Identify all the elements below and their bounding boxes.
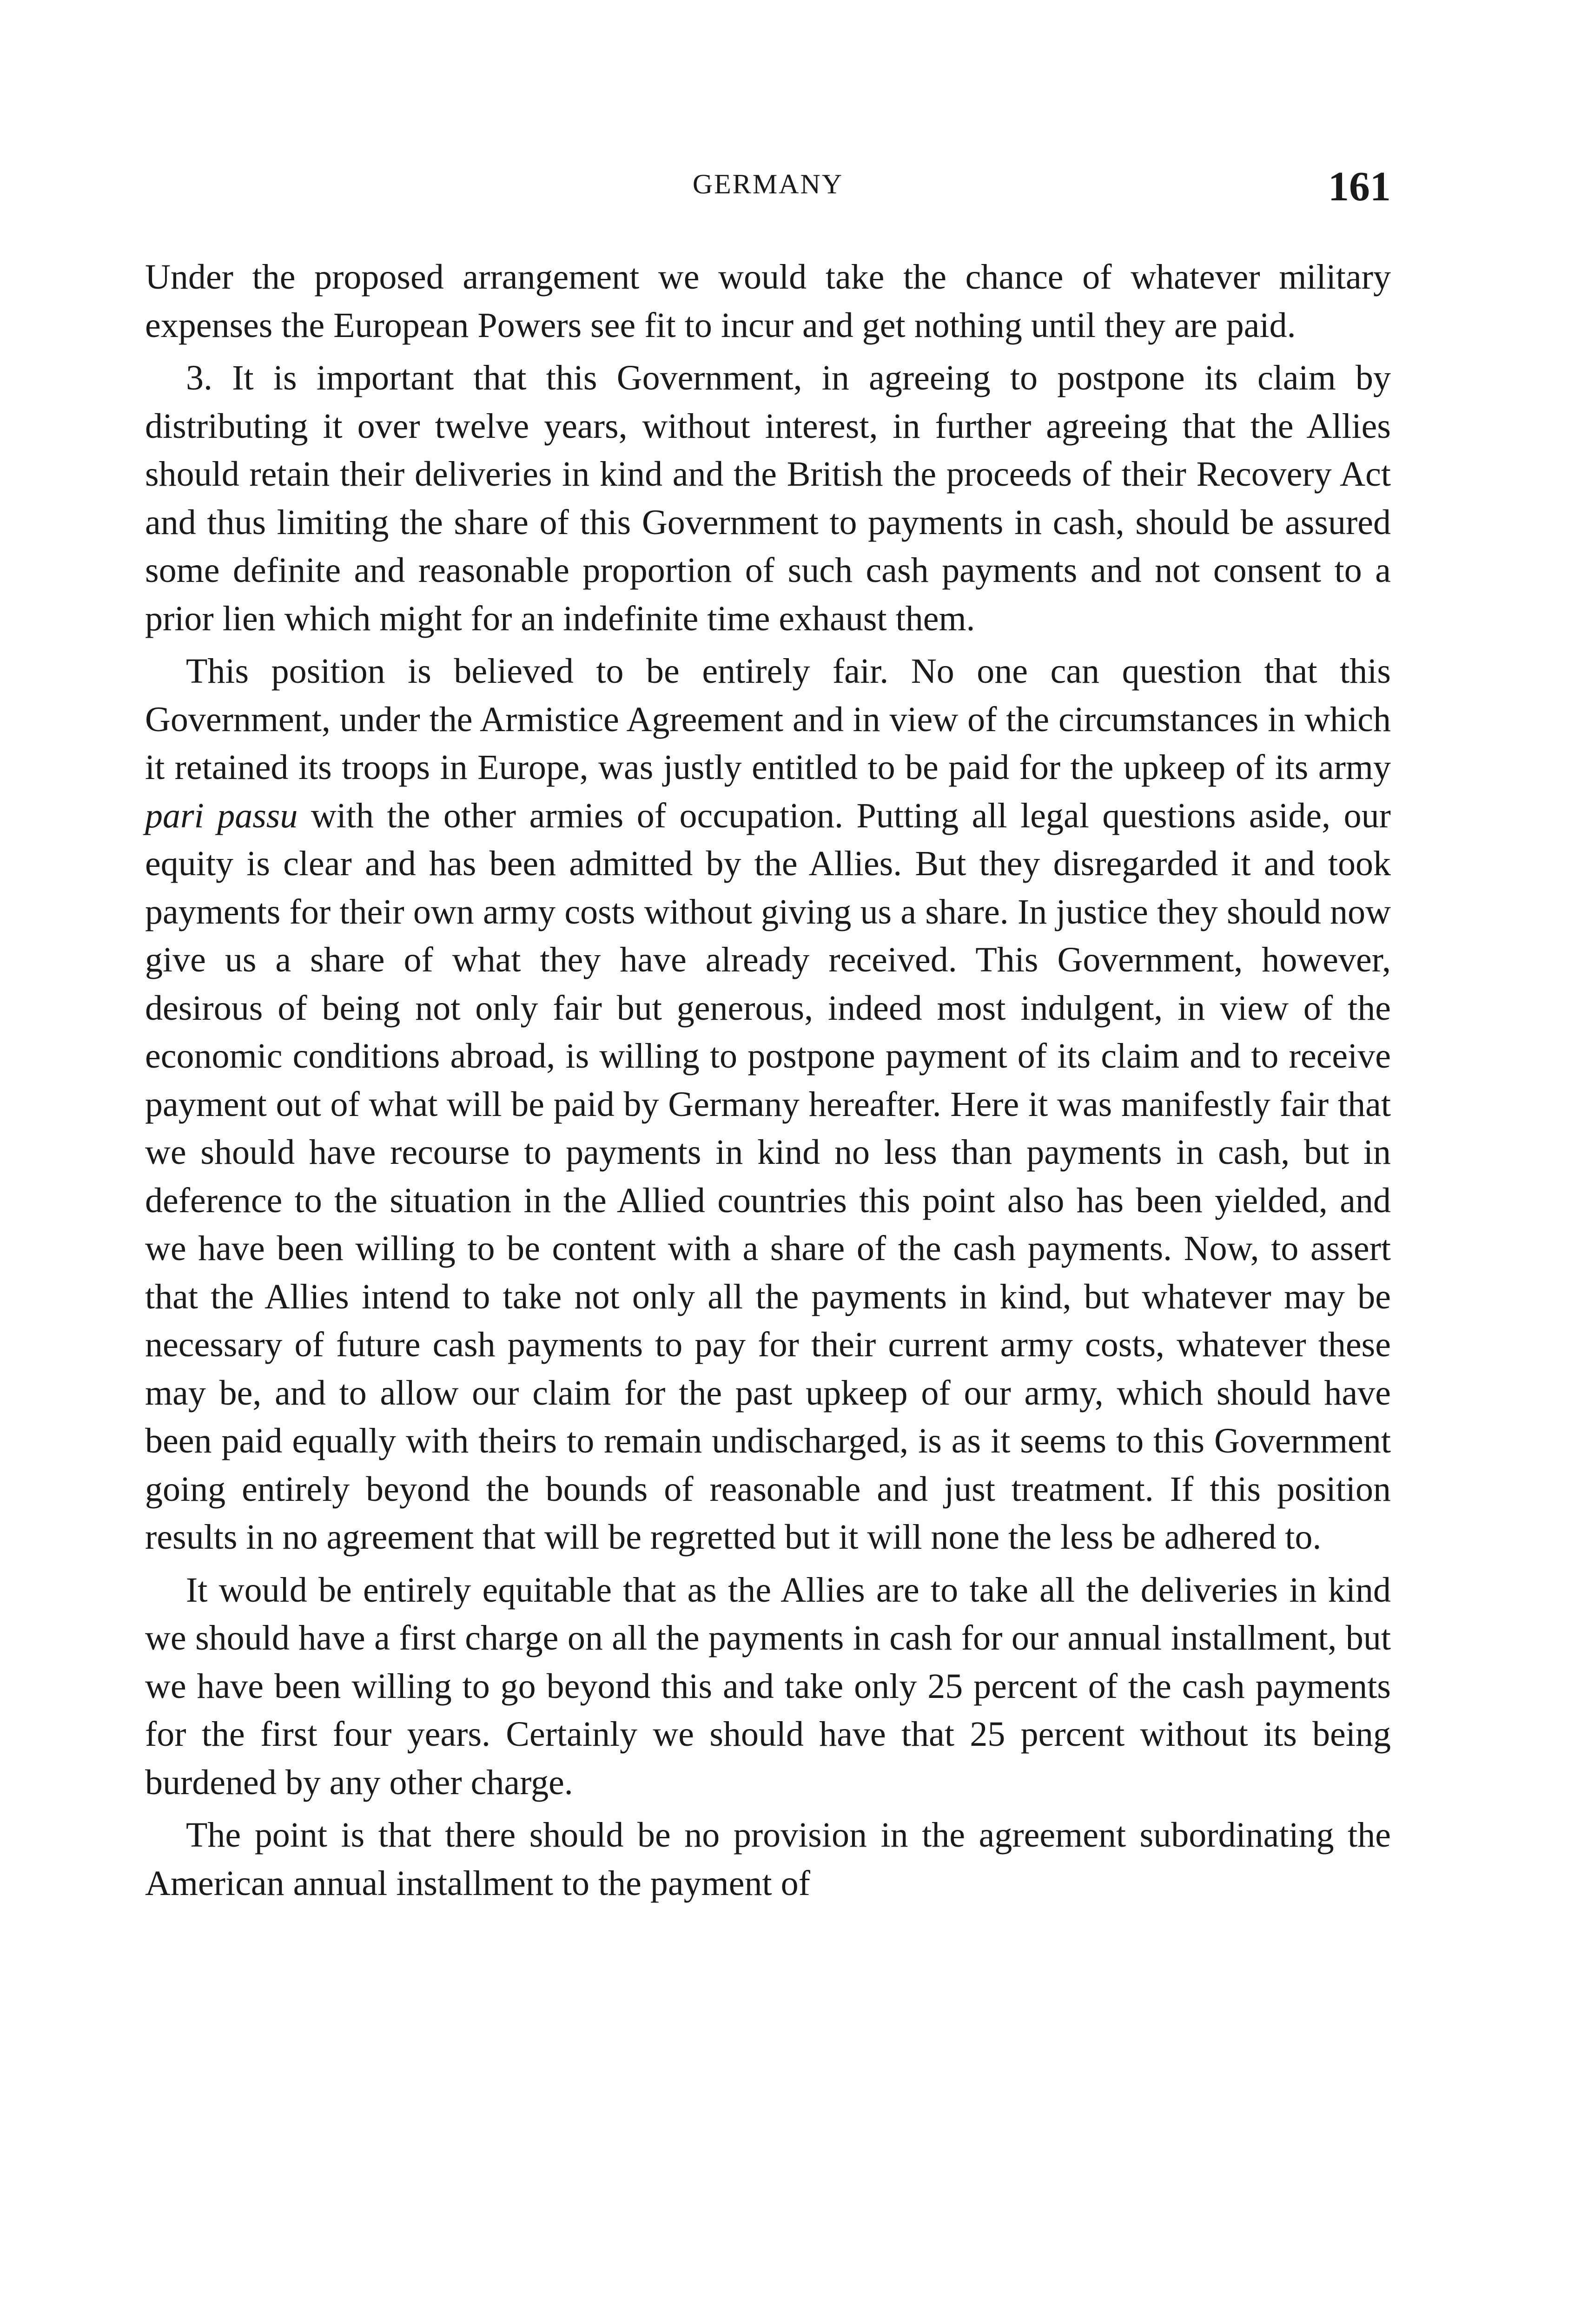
page-number: 161: [1328, 164, 1391, 210]
body-text: [145, 253, 1391, 1908]
paragraph-equitable: It would be entirely equitable that as the Allies are to take all the deliveries in kind we should have a first charge on all the payments in cash for our annual installment, but we have been willing to go beyond this and take only 25 percent of the cash payments for the first four years. Certainly we should have that 25 percent without its being burdened by any other charge.: [145, 1570, 1391, 1802]
paragraph-text-before: This position is believed to be entirely fair. No one can question that this Government, under the Armistice Agreement and in view of the circumstances in which it retained its troops in Europe, was justly entitled to be paid for the upkeep of its army: [145, 652, 1391, 787]
paragraph-text-after: with the other armies of occupation. Putting all legal questions aside, our equity is clear and has been admitted by the Allies. But they disregarded it and took payments for their own army costs without giving us a share. In justice they should now give us a share of what they have already received. This Government, however, desirous of being not only fair but generous, indeed most indulgent, in view of the economic conditions abroad, is willing to postpone payment of its claim and to receive payment out of what will be paid by Germany hereafter. Here it was manifestly fair that we should have recourse to payments in kind no less than payments in cash, but in deference to the situation in the Allied countries this point also has been yielded, and we have been willing to be content with a share of the cash payments. Now, to assert that the Allies intend to take not only all the payments in kind, but whatever may be necessary of future cash payments to pay for their current army costs, whatever these may be, and to allow our claim for the past upkeep of our army, which should have been paid equally with theirs to remain undischarged, is as it seems to this Government going entirely beyond the bounds of reasonable and just treatment. If this position results in no agreement that will be regretted but it will none the less be adhered to.: [145, 796, 1391, 1557]
running-head: GERMANY: [692, 169, 844, 199]
page-header: [145, 163, 1391, 214]
paragraph-position: [145, 647, 1391, 1562]
paragraph-point: The point is that there should be no provision in the agreement subordinating the American annual installment to the payment of: [145, 1816, 1391, 1903]
paragraph-point-3: 3. It is important that this Government, in agreeing to postpone its claim by distributing it over twelve years, without interest, in further agreeing that the Allies should retain their deliveries in kind and the British the proceeds of their Recovery Act and thus limiting the share of this Government to payments in cash, should be assured some definite and reasonable proportion of such cash payments and not consent to a prior lien which might for an indefinite time exhaust them.: [145, 358, 1391, 638]
italic-phrase: pari passu: [145, 796, 298, 835]
paragraph-continuation: Under the proposed arrangement we would take the chance of whatever military expenses the European Powers see fit to incur and get nothing until they are paid.: [145, 257, 1391, 345]
